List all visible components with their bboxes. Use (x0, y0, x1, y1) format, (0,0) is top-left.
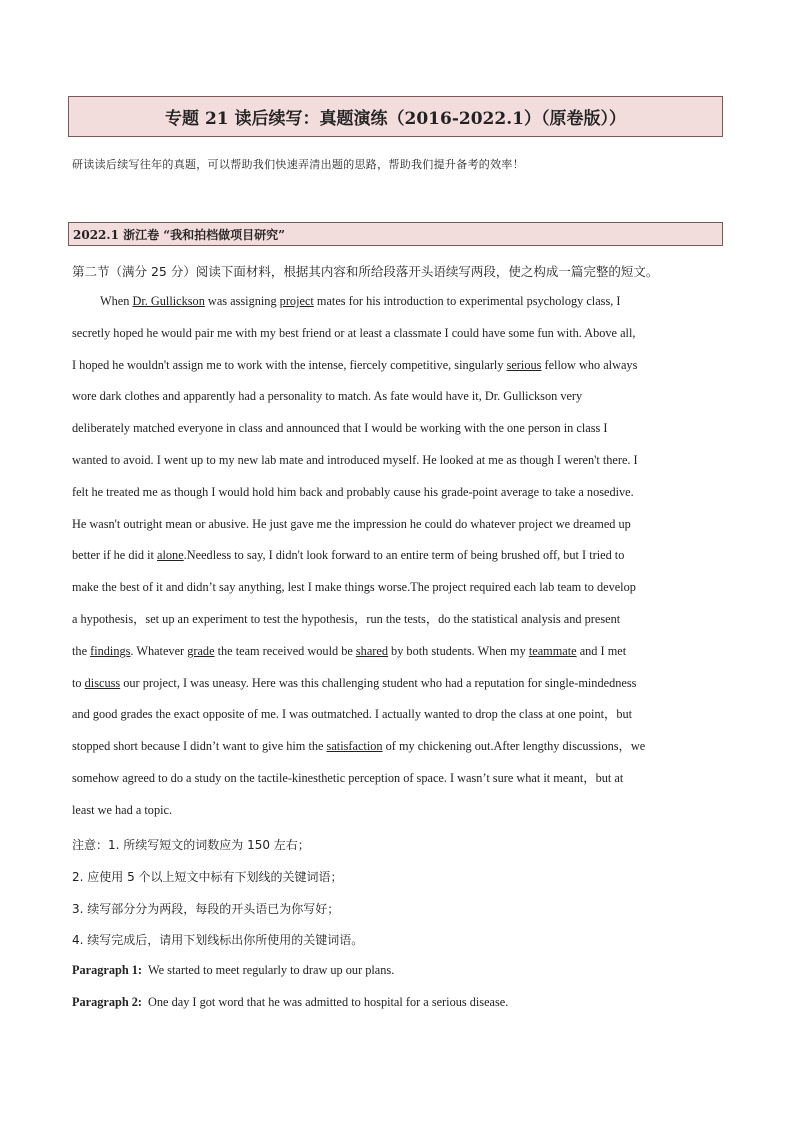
passage-text: stopped short because I didn’t want to give him the (72, 739, 327, 754)
passage-text: He wasn't outright mean or abusive. He just gave me the impression he could do whatever project we dreamed up (72, 516, 631, 531)
passage-line (72, 449, 728, 481)
intro-text: 研读读后续写往年的真题，可以帮助我们快速弄清出题的思路，帮助我们提升备考的效率！ (72, 158, 524, 171)
passage-line (72, 322, 728, 354)
document-title-banner (68, 96, 723, 137)
passage-line (72, 576, 728, 608)
section-heading-banner (68, 222, 723, 246)
passage-text: fellow who always (541, 357, 638, 372)
passage-text: . Whatever (130, 643, 188, 658)
passage-line (72, 703, 728, 735)
passage-text: the team received would be (214, 643, 356, 658)
passage-text: our project, I was uneasy. Here was this challenging student who had a reputation for single-mindedness (120, 675, 637, 690)
passage-text: wanted to avoid. I went up to my new lab mate and introduced myself. He looked at me as though I weren't there. I (72, 452, 638, 467)
passage-text: a hypothesis，set up an experiment to test the hypothesis，run the tests，do the statistical analysis and present (72, 611, 621, 626)
passage-line (72, 290, 728, 322)
passage-line (72, 544, 728, 576)
key-word: findings (90, 643, 131, 658)
passage-text: and I met (576, 643, 627, 658)
passage-text: When (100, 294, 133, 308)
passage-line (72, 608, 728, 640)
passage-text: somehow agreed to do a study on the tactile-kinesthetic perception of space. I wasn’t sure what it meant，but at (72, 770, 624, 785)
passage-text: the (72, 643, 91, 658)
writing-notes (72, 834, 732, 961)
paragraph-label: Paragraph 2: (72, 994, 143, 1009)
passage-line (72, 354, 728, 386)
passage-line (72, 417, 728, 449)
passage-text: by both students. When my (387, 643, 529, 658)
passage-line (72, 672, 728, 704)
passage-text: make the best of it and didn’t say anything, lest I make things worse.The project required each lab team to develop (72, 580, 636, 595)
passage-text: to (72, 675, 85, 690)
paragraph-opening: We started to meet regularly to draw up our plans. (148, 963, 395, 977)
key-word: project (279, 294, 314, 308)
passage-text: better if he did it (72, 548, 158, 563)
passage-text: .Needless to say, I didn't look forward to an entire term of being brushed off, but I tried to (183, 548, 625, 563)
key-word: grade (187, 643, 215, 658)
section-heading: 2022.1 浙江卷 “我和拍档做项目研究” (73, 227, 286, 242)
paragraph-prompts (72, 959, 732, 1023)
passage-text: deliberately matched everyone in class and announced that I would be working with the one person in class I (72, 421, 608, 436)
document-title: 专题 21 读后续写：真题演练（2016-2022.1）（原卷版）） (165, 109, 626, 129)
note-item: 注意：1. 所续写短文的词数应为 150 左右； (72, 838, 310, 852)
note-item: 4. 续写完成后，请用下划线标出你所使用的关键词语。 (72, 933, 364, 948)
paragraph-prompt (72, 991, 732, 1023)
passage-line (72, 767, 728, 799)
key-word: discuss (84, 675, 121, 690)
passage-line (72, 481, 728, 513)
key-word: satisfaction (326, 739, 383, 754)
passage-text: mates for his introduction to experimental psychology class, I (313, 294, 621, 308)
note-item: 3. 续写部分分为两段，每段的开头语已为你写好； (72, 901, 340, 916)
key-word: alone (157, 548, 184, 563)
passage-text: of my chickening out.After lengthy discussions，we (382, 739, 646, 754)
reading-passage (72, 290, 728, 831)
passage-line (72, 385, 728, 417)
task-instruction: 第二节（满分 25 分）阅读下面材料，根据其内容和所给段落开头语续写两段，使之构成一篇完整的短文。 (72, 264, 659, 279)
key-word: teammate (528, 643, 577, 658)
paragraph-opening: One day I got word that he was admitted to hospital for a serious disease. (148, 994, 509, 1009)
passage-text: least we had a topic. (72, 802, 173, 817)
passage-line (72, 640, 728, 672)
passage-text: felt he treated me as though I would hold him back and probably cause his grade-point average to take a nosedive. (72, 484, 634, 499)
paragraph-prompt (72, 959, 732, 991)
passage-text: and good grades the exact opposite of me. I was outmatched. I actually wanted to drop the class at one point，but (72, 707, 633, 722)
note-item: 2. 应使用 5 个以上短文中标有下划线的关键词语； (72, 869, 343, 884)
paragraph-label: Paragraph 1: (72, 963, 143, 977)
key-word: serious (506, 357, 542, 372)
passage-text: I hoped he wouldn't assign me to work with the intense, fiercely competitive, singularly (72, 357, 507, 372)
key-word: Dr. Gullickson (132, 294, 205, 308)
passage-text: secretly hoped he would pair me with my best friend or at least a classmate I could have some fun with. Above all, (72, 325, 636, 340)
passage-line (72, 513, 728, 545)
passage-line (72, 735, 728, 767)
key-word: shared (355, 643, 388, 658)
passage-line (72, 799, 728, 831)
passage-text: was assigning (204, 294, 280, 308)
passage-text: wore dark clothes and apparently had a personality to match. As fate would have it, Dr. Gullickson very (72, 389, 583, 404)
